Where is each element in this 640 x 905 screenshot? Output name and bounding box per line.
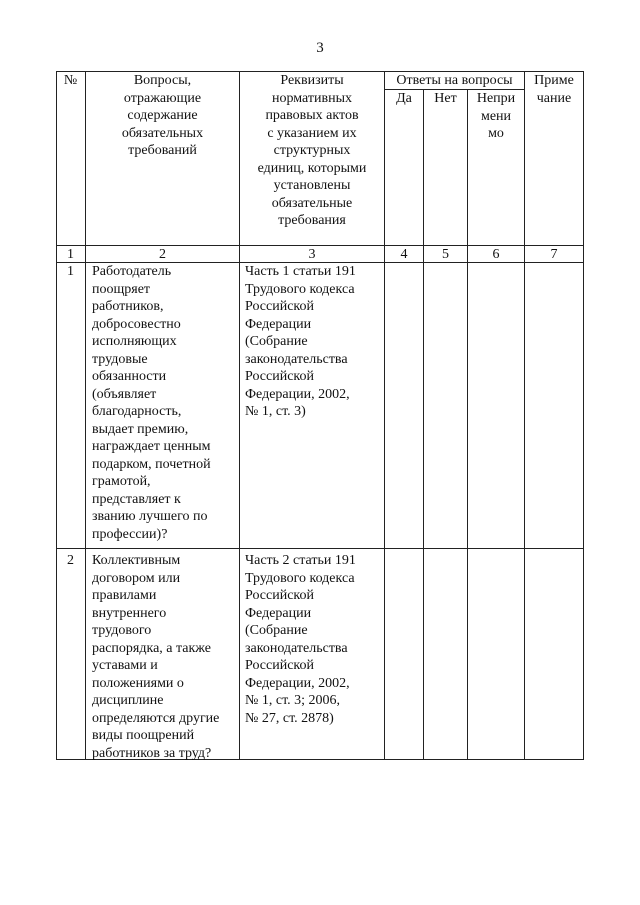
col-divider-3 (384, 71, 385, 760)
column-number-2: 2 (159, 247, 166, 262)
header-not-applicable: Непри мени мо (476, 91, 516, 141)
column-number-4: 4 (400, 247, 408, 262)
row-1-num: 1 (67, 264, 74, 279)
header-answers-group: Ответы на вопросы (396, 73, 513, 88)
header-requisites: Реквизиты нормативных правовых актов с указанием их структурных единиц, которыми установлены обязательные требования (257, 73, 367, 228)
column-number-1: 1 (67, 247, 74, 262)
col-divider-6 (524, 71, 525, 760)
header-yes: Да (396, 91, 412, 106)
page-number: 3 (316, 40, 324, 56)
col-divider-4 (423, 89, 424, 760)
header-note: Приме чание (534, 73, 574, 106)
header-no: Нет (434, 91, 457, 106)
row-2-question: Коллективным договором или правилами внутреннего трудового распорядка, а также уставами и положениями о дисциплине определяются другие виды поощрений работников за труд? (92, 553, 220, 761)
row-2-requisites: Часть 2 статьи 191 Трудового кодекса Российской Федерации (Собрание законодательства Российской Федерации, 2002, № 1, ст. 3; 2006, № 27, ст. 2878) (245, 553, 356, 726)
row-1-requisites: Часть 1 статьи 191 Трудового кодекса Российской Федерации (Собрание законодательства Российской Федерации, 2002, № 1, ст. 3) (245, 264, 356, 419)
column-number-7: 7 (550, 247, 558, 262)
column-number-6: 6 (492, 247, 500, 262)
table-border-right (583, 71, 584, 760)
row-2-num: 2 (67, 553, 74, 568)
requirements-table (56, 71, 584, 760)
column-number-3: 3 (308, 247, 316, 262)
column-number-5: 5 (442, 247, 449, 262)
row-1-question: Работодатель поощряет работников, добросовестно исполняющих трудовые обязанности (объявляет благодарность, выдает премию, награждает ценным подарком, почетной грамотой, представляет к званию лучшего по профессии)? (92, 264, 211, 542)
table-border-left (56, 71, 57, 760)
col-divider-1 (85, 71, 86, 760)
col-divider-5 (467, 89, 468, 760)
header-questions: Вопросы, отражающие содержание обязательных требований (121, 73, 204, 158)
row-1-bottom-line (56, 548, 584, 549)
header-num: № (63, 73, 78, 88)
